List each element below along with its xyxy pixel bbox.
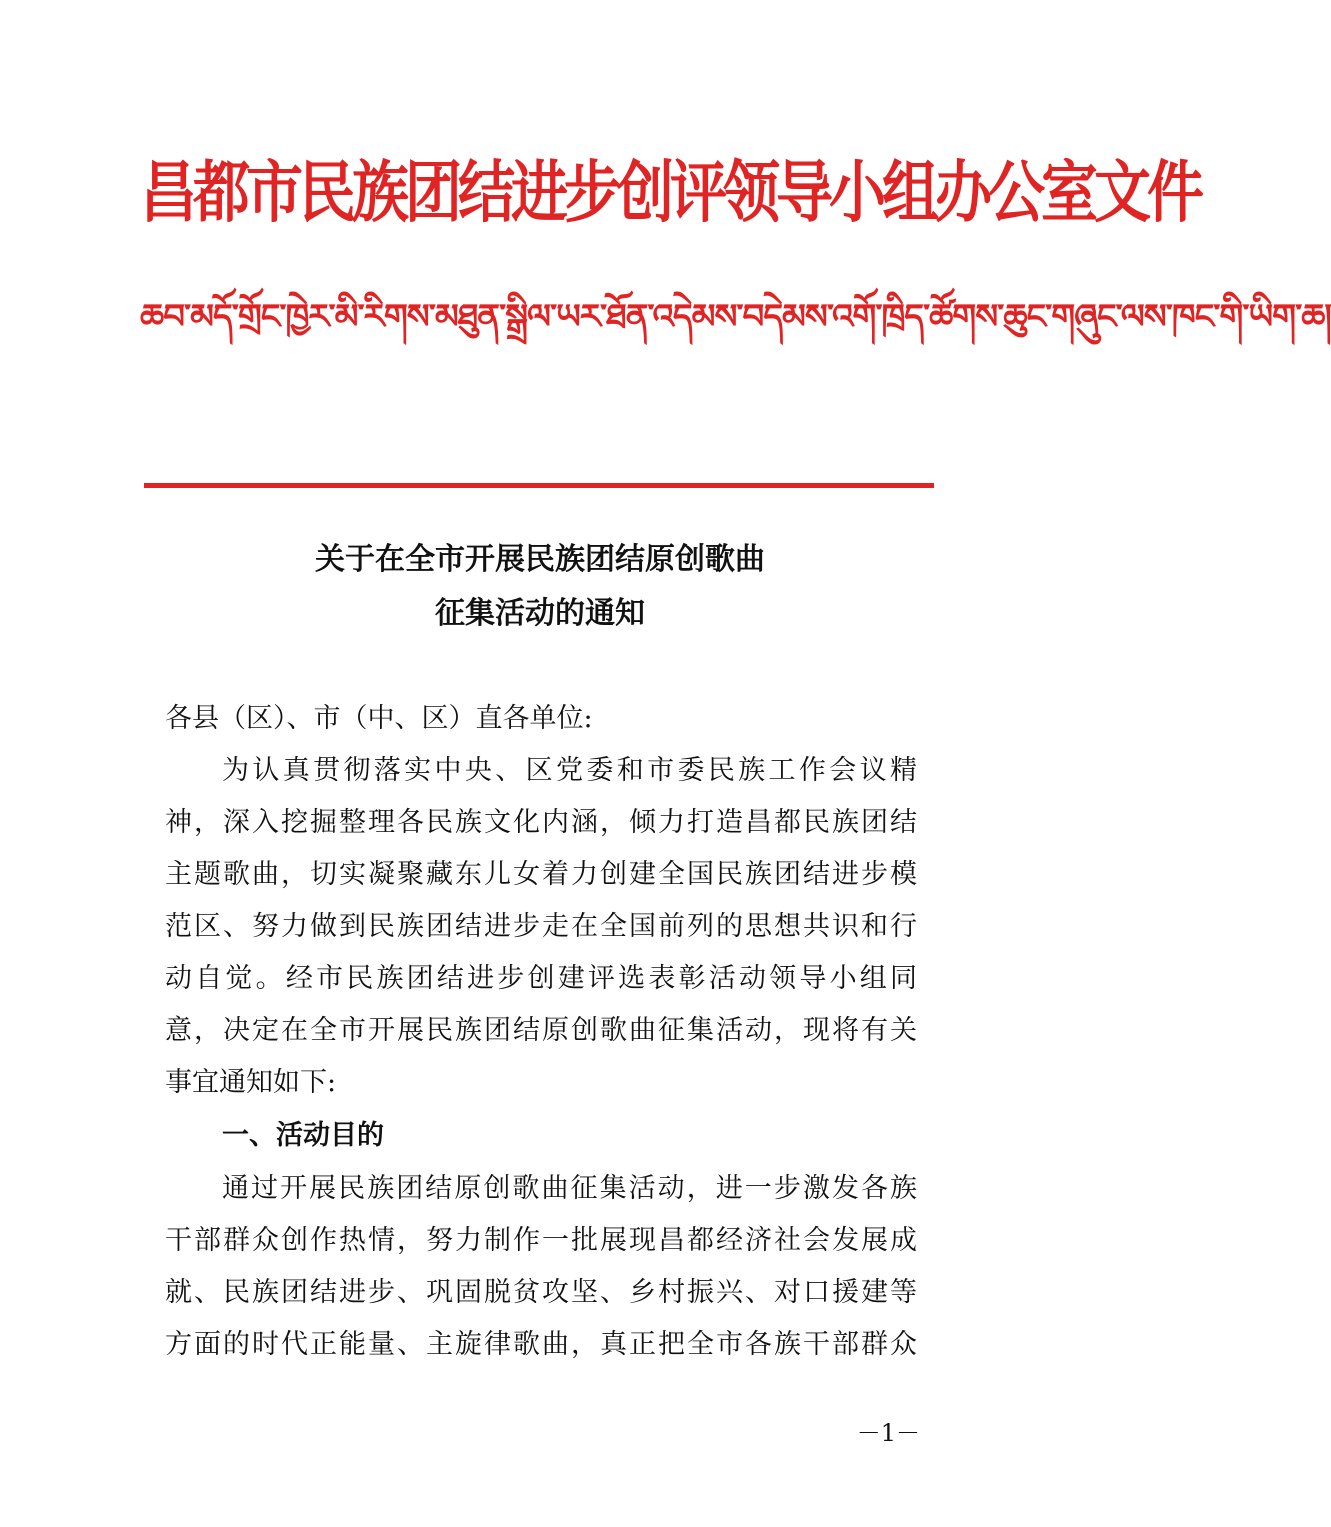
paragraph-1-line: 为认真贯彻落实中央、区党委和市委民族工作会议精 <box>222 755 917 786</box>
paragraph-2-line: 方面的时代正能量、主旋律歌曲，真正把全市各族干部群众 <box>165 1329 917 1360</box>
paragraph-1-line: 主题歌曲，切实凝聚藏东儿女着力创建全国民族团结进步模 <box>165 859 917 890</box>
masthead-title-tibetan: ཆབ་མདོ་གྲོང་ཁྱེར་མི་རིགས་མཐུན་སྒྲིལ་ཡར་ཐོན་འདེམས་བདེམས་འགོ་ཁྲིད་ཚོགས་ཆུང་གཞུང་ལས་ཁང་གི་ཡིག་ཆ། <box>140 297 1331 337</box>
paragraph-1-line: 事宜通知如下: <box>165 1067 337 1098</box>
paragraph-1-line: 范区、努力做到民族团结进步走在全国前列的思想共识和行 <box>165 911 917 942</box>
paragraph-2-line: 就、民族团结进步、巩固脱贫攻坚、乡村振兴、对口援建等 <box>165 1277 917 1308</box>
salutation: 各县（区）、市（中、区）直各单位: <box>165 703 593 734</box>
paragraph-2-line: 干部群众创作热情，努力制作一批展现昌都经济社会发展成 <box>165 1225 917 1256</box>
paragraph-1-line: 神，深入挖掘整理各民族文化内涵，倾力打造昌都民族团结 <box>165 807 917 838</box>
section-heading-purpose: 一、活动目的 <box>222 1120 384 1151</box>
document-title-line-2: 征集活动的通知 <box>435 596 645 631</box>
document-title-line-1: 关于在全市开展民族团结原创歌曲 <box>315 542 765 577</box>
paragraph-1-line: 意，决定在全市开展民族团结原创歌曲征集活动，现将有关 <box>165 1015 917 1046</box>
red-separator-line <box>144 483 934 488</box>
page-number: －1－ <box>856 1419 920 1447</box>
masthead-title-chinese: 昌都市民族团结进步创评领导小组办公室文件 <box>140 154 1200 232</box>
paragraph-2-line: 通过开展民族团结原创歌曲征集活动，进一步激发各族 <box>222 1173 917 1204</box>
paragraph-1-line: 动自觉。经市民族团结进步创建评选表彰活动领导小组同 <box>165 963 917 994</box>
